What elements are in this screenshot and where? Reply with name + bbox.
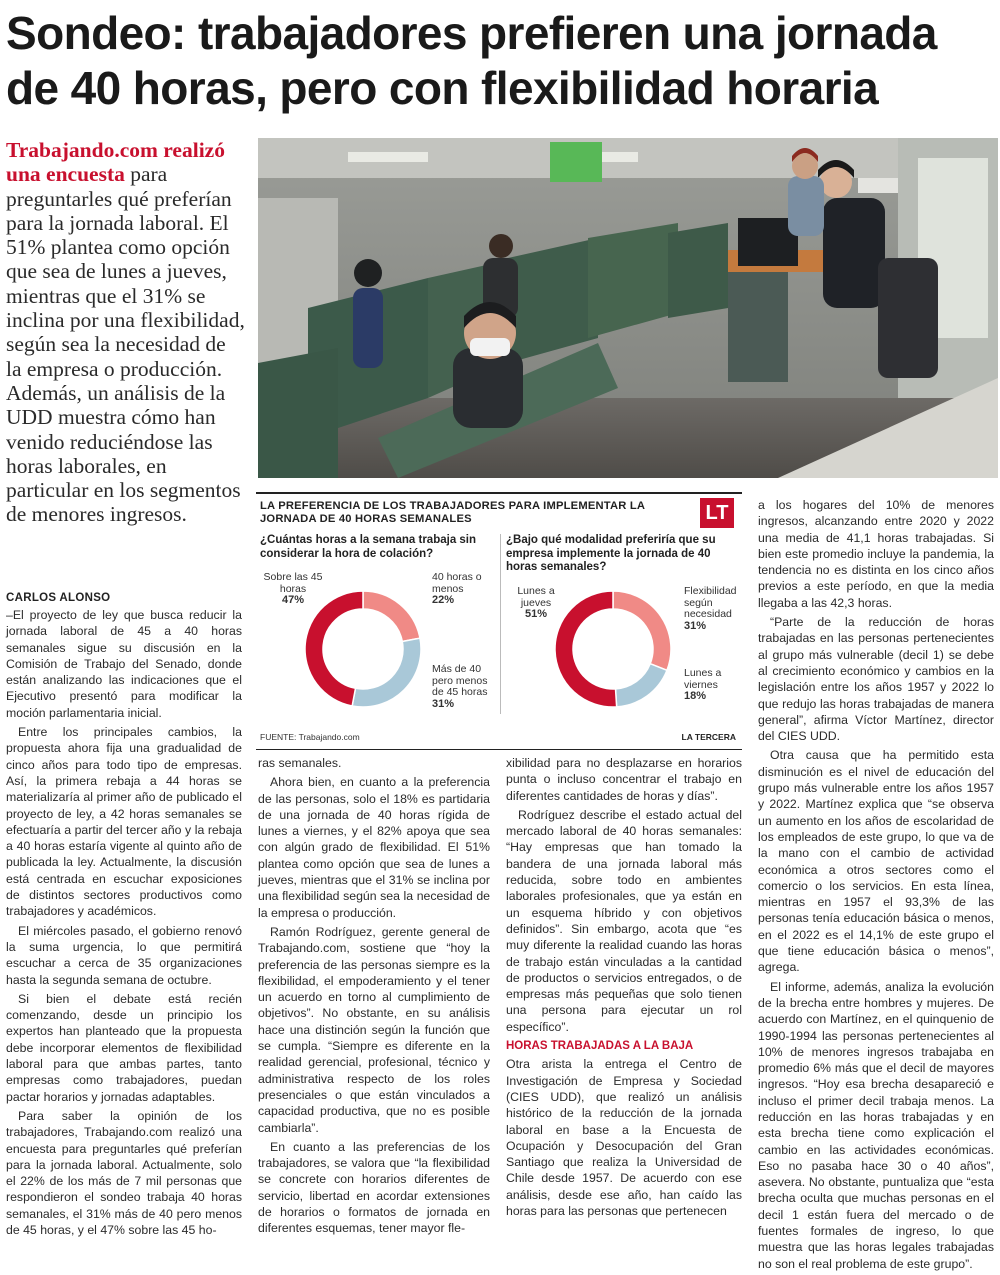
lead-paragraph [6, 138, 246, 527]
chart2-label-flexibilidad [684, 586, 744, 632]
paragraph: xibilidad para no desplazarse en horarios punta o incluso concentrar el trabajo en diferentes cantidades de horas y días”. [506, 756, 742, 803]
paragraph: Ramón Rodríguez, gerente general de Trabajando.com, sostiene que “hoy la preferencia de las personas siempre es la flexibilidad, el empoderamiento y el tener un acuerdo en torno al cumplimiento de objetivos”. No obstante, en su análisis hace una distinción según la función que se cumpla. “Siempre es diferente en la realidad gerencial, profesional, técnico y administrativa respecto de los roles presenciales o que están vinculados a capacidad productiva, que no es posible cambiarla”. [258, 924, 490, 1135]
chart1-label-40to45-text: Más de 40 pero menos de 45 horas [432, 663, 488, 698]
chart1-donut [298, 584, 428, 714]
chart2-value-flexibilidad: 31% [684, 619, 707, 632]
chart2-label-lunes-viernes-text: Lunes a viernes [684, 667, 722, 691]
chart2-label-flexibilidad-text: Flexibilidad según necesidad [684, 585, 737, 620]
chart1-value-over45: 47% [281, 594, 305, 606]
paragraph: –El proyecto de ley que busca reducir la jornada laboral de 45 a 40 horas semanales sigue su discusión en la Comisión de Trabajo del Senado, donde están analizando las indicaciones que el Ejecutivo presentó para modificar la moción parlamentaria inicial. [6, 608, 242, 720]
infographic-publisher: LA TERCERA [681, 732, 736, 742]
chart1-question: ¿Cuántas horas a la semana trabaja sin considerar la hora de colación? [260, 534, 477, 560]
donut-slice [555, 591, 617, 707]
chart2-label-lunes-jueves-text: Lunes a jueves [517, 585, 555, 609]
infographic-title: LA PREFERENCIA DE LOS TRABAJADORES PARA IMPLEMENTAR LA JORNADA DE 40 HORAS SEMANALES [260, 500, 645, 525]
lead-highlight: Trabajando.com realizó una encuesta [6, 138, 225, 187]
lead-text: para preguntarles qué preferían para la jornada laboral. El 51% plantea como opción que sea de lunes a jueves, mientras que el 31% se inclina por una flexibilidad, según sea la necesidad de la empresa o producción. Además, un análisis de la UDD muestra cómo han venido reduciéndose las horas laborales, en particular en los segmentos de menores ingresos. [6, 162, 245, 527]
paragraph: a los hogares del 10% de menores ingresos, alcanzando entre 2020 y 2022 una media de 41,1 horas trabajadas. Si bien este promedio incluye la pandemia, la tendencia no es distinta en los cinco años previos a este período, en que la media llegaba a las 42,3 horas. [758, 498, 994, 610]
paragraph: “Parte de la reducción de horas trabajadas en las personas pertenecientes al grupo más vulnerable (decil 1) se debe al crecimiento económico y cambios en la legislación entre los años 1957 y 2022 lo que redujo las horas trabajadas de manera general”, afirma Víctor Martínez, director del CIES UDD. [758, 615, 994, 744]
chart1-label-40orless [432, 572, 492, 607]
article-column-1 [6, 607, 242, 1241]
office-illustration [258, 138, 998, 478]
article-column-3 [506, 755, 742, 1222]
paragraph: Entre los principales cambios, la propuesta ahora fija una gradualidad de cinco años para todo tipo de empresas. Así, la primera rebaja a 44 horas se materializaría al primer año de publicado el proyecto de ley, a 42 horas semanales se efectuaría a partir del tercer año y la rebaja a 40 horas estaría vigente al quinto año de publicada la ley. Actualmente, la discusión está centrada en escuchar exposiciones de distintos sectores productivos como trabajadores y académicos. [6, 725, 242, 919]
chart1-label-40orless-text: 40 horas o menos [432, 571, 482, 595]
chart2-value-lunes-jueves: 51% [524, 608, 548, 620]
chart2-question: ¿Bajo qué modalidad preferiría que su empresa implemente la jornada de 40 horas semanales? [506, 534, 716, 573]
paragraph: ras semanales. [258, 756, 342, 770]
paragraph: Otra causa que ha permitido esta disminución es el nivel de educación del grupo más vulnerable entre los años 1957 y 2022. Martínez explica que “se observa un aumento en los años de escolaridad de los empleados de este grupo, lo que va de la mano con el cambio de actividad económica a otros sectores como el comercio o los servicios. En esta línea, mientras en 1957 el 93,3% de las personas tenía educación básica o menos, en el 2022 es el 14,1% de este grupo el que tiene educación básica o menos”, agrega. [758, 748, 994, 975]
article-column-2 [258, 755, 490, 1240]
chart2-value-lunes-viernes: 18% [684, 690, 707, 702]
donut-slice [613, 591, 671, 670]
section-subhead: HORAS TRABAJADAS A LA BAJA [506, 1040, 694, 1053]
donut-slice [363, 591, 420, 642]
infographic-bottom-rule [256, 749, 742, 750]
paragraph: El miércoles pasado, el gobierno renovó la suma urgencia, lo que permitirá escuchar a cerca de 35 organizaciones hasta la segunda semana de octubre. [6, 923, 242, 987]
headline: Sondeo: trabajadores prefieren una jornada de 40 horas, pero con flexibilidad horaria [6, 7, 937, 114]
infographic-rule [256, 492, 742, 494]
paragraph: En cuanto a las preferencias de los trabajadores, se valora que “la flexibilidad se concrete con horarios diferentes de servicio, libertad en acordar extensiones de horarios o formatos de jornada en diferentes esquemas, tener mayor fle- [258, 1139, 490, 1236]
chart1-label-over45-text: Sobre las 45 horas [263, 571, 323, 595]
infographic-source: FUENTE: Trabajando.com [260, 732, 360, 742]
chart1-value-40to45: 31% [432, 697, 455, 710]
paragraph: Ahora bien, en cuanto a la preferencia de las personas, solo el 18% es partidaria de una jornada de 40 horas rígida de lunes a viernes, y el 82% apoya que sea con algún grado de flexibilidad. El 51% plantea como opción que sea de lunes a jueves, mientras que el 31% se inclina por una flexibilidad según sea la necesidad de la empresa o producción. [258, 775, 490, 920]
call-center-photo [258, 138, 998, 478]
chart-divider [500, 534, 501, 714]
donut-slice [352, 638, 421, 707]
chart2-label-lunes-viernes [684, 668, 740, 703]
donut-slice [305, 591, 363, 706]
article-column-3-part-b [506, 1056, 742, 1219]
paragraph: Otra arista la entrega el Centro de Investigación de Empresa y Sociedad (CIES UDD), que realizó un análisis histórico de la reducción de la jornada laboral en base a la Encuesta de Ocupación y Desocupación del Gran Santiago que realiza la Universidad de Chile desde 1957. De acuerdo con ese análisis, desde ese año, han caído las horas para las personas que pertenecen [506, 1057, 742, 1219]
article-column-3-part-a [506, 755, 742, 1035]
chart1-value-40orless: 22% [432, 594, 455, 606]
la-tercera-logo: LT [700, 498, 734, 528]
paragraph: Si bien el debate está recién comenzando, desde un principio los expertos han planteado que la propuesta debe incorporar elementos de flexibilidad laboral para que ambas partes, tanto empresas como trabajadores, puedan pactar horarios y jornadas adaptables. [6, 991, 242, 1104]
article-column-4 [758, 497, 994, 1275]
chart2-donut [548, 584, 678, 714]
paragraph: Rodríguez describe el estado actual del mercado laboral de 40 horas semanales: “Hay empresas que han tomado la bandera de una jornada laboral más reducida, sobre todo en ambientes laborales profesionales, que ya están en un esquema híbrido y con objetivos definidos”. Sin embargo, acota que “es muy diferente la realidad cuando las horas de trabajo están vinculadas a la cantidad de productos o servicios entregados, o de empresas más pequeñas que solo tienen una persona para ejecutar un rol específico”. [506, 807, 742, 1034]
paragraph: Para saber la opinión de los trabajadores, Trabajando.com realizó una encuesta para preguntarles qué preferían para la jornada laboral. Actualmente, solo el 22% de los más de 7 mil personas que respondieron el sondeo trabaja 40 horas semanales, el 31% más de 40 pero menos de 45 horas, y el 47% sobre las 45 ho- [6, 1108, 242, 1237]
chart1-label-40to45 [432, 664, 496, 710]
donut-slice [616, 664, 667, 707]
author-byline: CARLOS ALONSO [6, 592, 111, 604]
paragraph: El informe, además, analiza la evolución de la brecha entre hombres y mujeres. De acuerdo con Martínez, en el quinquenio de 1990-1994 las personas pertenecientes al 10% de menores ingresos trabajaba en promedio 6% más que el decil de mayores ingresos. “Hoy esa brecha desapareció e incluso el primer decil trabaja menos. La reducción en las horas trabajadas y en esta brecha tiene como explicación el cambio en las actividades económicas. Eso no pasaba hace 30 o 40 años”, asevera. No obstante, puntualiza que “esta brecha oculta que muchas personas en el decil 1 están fuera del mercado o de fuentes formales de ingreso, lo que muestra que las horas legales trabajadas no son el real problema de este grupo”. [758, 979, 994, 1271]
infographic [256, 492, 742, 750]
